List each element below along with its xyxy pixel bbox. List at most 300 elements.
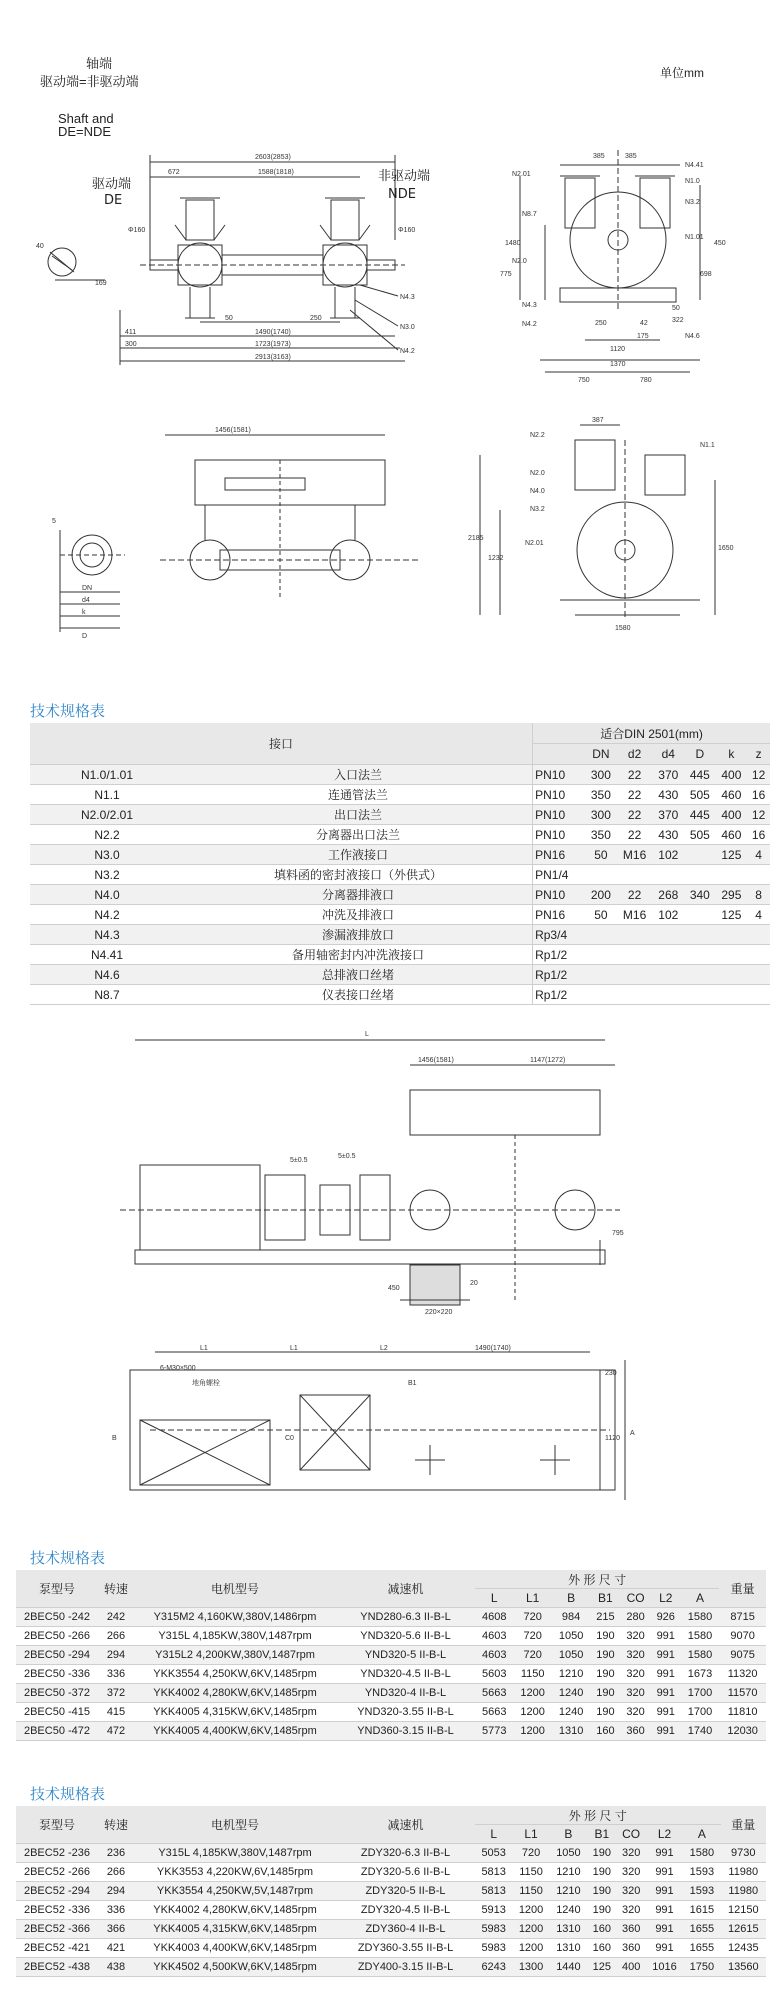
dim-value: 720: [513, 1627, 551, 1646]
dim-value: 190: [587, 1863, 616, 1882]
dim-698: 698: [700, 271, 712, 278]
pump-speed: 294: [98, 1646, 134, 1665]
dim-value: 1300: [512, 1958, 549, 1977]
dim-value: 445: [684, 765, 716, 785]
reducer-model: ZDY320-5 II-B-L: [336, 1882, 475, 1901]
dim-L1a: L1: [200, 1345, 208, 1352]
weight-value: 9730: [721, 1844, 766, 1863]
dim-169: 169: [95, 280, 107, 287]
table-row: [16, 1901, 766, 1920]
pump-model: 2BEC52 -294: [16, 1882, 98, 1901]
spec3-h-dims: 外 形 尺 寸: [475, 1806, 721, 1825]
dim-1232: 1232: [488, 555, 504, 562]
port-code: N2.2: [30, 825, 184, 845]
table-row: [30, 825, 770, 845]
weight-value: 11810: [719, 1703, 766, 1722]
dim-value: [617, 985, 653, 1005]
label-n11: N1.1: [700, 442, 715, 449]
dim-5a: 5±0.5: [290, 1157, 308, 1164]
dim-value: 1655: [683, 1939, 720, 1958]
port-code: N2.0/2.01: [30, 805, 184, 825]
table-row: [16, 1863, 766, 1882]
dim-value: 400: [616, 1958, 645, 1977]
dim-175: 175: [637, 333, 649, 340]
dim-value: 991: [646, 1844, 683, 1863]
reducer-model: ZDY360-4 II-B-L: [336, 1920, 475, 1939]
dim-value: [716, 985, 748, 1005]
dim-value: 190: [587, 1901, 616, 1920]
spec2-h-reducer: 减速机: [336, 1570, 475, 1608]
dim-value: 720: [513, 1608, 551, 1627]
weight-value: 12615: [721, 1920, 766, 1939]
reducer-model: ZDY320-5.6 II-B-L: [336, 1863, 475, 1882]
port-code: N8.7: [30, 985, 184, 1005]
dim-value: 190: [590, 1627, 620, 1646]
spec2-title: 技术规格表: [30, 1550, 106, 1567]
dim-value: [617, 865, 653, 885]
table-row: [16, 1684, 766, 1703]
dim-1147: 1147(1272): [530, 1057, 566, 1064]
dim-value: 1240: [552, 1684, 590, 1703]
label-n42: N4.2: [522, 321, 537, 328]
pump-model: 2BEC52 -421: [16, 1939, 98, 1958]
dim-220: 220×220: [425, 1309, 453, 1316]
table-row: [30, 805, 770, 825]
dim-value: 1150: [512, 1882, 549, 1901]
dim-value: 22: [617, 785, 653, 805]
dim-value: 4603: [475, 1646, 513, 1665]
dim-value: 1593: [683, 1863, 720, 1882]
label-D: D: [82, 633, 88, 640]
reducer-model: ZDY400-3.15 II-B-L: [336, 1958, 475, 1977]
dim-value: [617, 965, 653, 985]
pump-model: 2BEC52 -336: [16, 1901, 98, 1920]
spec1-sub-k: k: [716, 744, 748, 765]
dim-value: [747, 945, 770, 965]
port-description: 连通管法兰: [184, 785, 533, 805]
dim-value: 4: [747, 845, 770, 865]
motor-model: YKK4502 4,500KW,6KV,1485rpm: [134, 1958, 336, 1977]
dim-L: L: [365, 1031, 369, 1038]
port-description: 冲洗及排液口: [184, 905, 533, 925]
spec1-sub-dn: DN: [585, 744, 617, 765]
dim-value: 215: [590, 1608, 620, 1627]
weight-value: 8715: [719, 1608, 766, 1627]
dim-value: 360: [616, 1939, 645, 1958]
dim-value: [585, 865, 617, 885]
dim-795: 795: [612, 1230, 624, 1237]
dim-value: 1050: [550, 1844, 587, 1863]
table-row: [30, 965, 770, 985]
table-row: [16, 1958, 766, 1977]
dim-L2: L2: [380, 1345, 388, 1352]
spec2-h-model: 泵型号: [16, 1570, 98, 1608]
spec1-sub-z: z: [747, 744, 770, 765]
table-row: [16, 1882, 766, 1901]
port-description: 工作液接口: [184, 845, 533, 865]
dim-value: 340: [684, 885, 716, 905]
dim-A: A: [630, 1430, 635, 1437]
port-description: 分离器出口法兰: [184, 825, 533, 845]
motor-model: Y315L 4,185KW,380V,1487rpm: [134, 1627, 336, 1646]
pump-model: 2BEC52 -366: [16, 1920, 98, 1939]
dim-value: [747, 985, 770, 1005]
dim-value: [716, 945, 748, 965]
dim-value: 1440: [550, 1958, 587, 1977]
port-description: 填料函的密封液接口（外供式）: [184, 865, 533, 885]
port-description: 总排液口丝堵: [184, 965, 533, 985]
spec2-table: [16, 1570, 766, 1741]
pressure-rating: PN10: [533, 805, 586, 825]
pressure-rating: PN16: [533, 905, 586, 925]
label-n46: N4.6: [685, 333, 700, 340]
dim-value: [617, 925, 653, 945]
dim-value: 5813: [475, 1863, 512, 1882]
dim-300: 300: [125, 341, 137, 348]
dim-value: 320: [620, 1646, 650, 1665]
dim-672: 672: [168, 169, 180, 176]
pump-speed: 266: [98, 1863, 134, 1882]
label-n87: N8.7: [522, 211, 537, 218]
dim-value: 445: [684, 805, 716, 825]
label-n43: N4.3: [522, 302, 537, 309]
pressure-rating: PN16: [533, 845, 586, 865]
dim-value: 1655: [683, 1920, 720, 1939]
dim-value: 1740: [681, 1722, 719, 1741]
dim-subheader: L2: [646, 1825, 683, 1844]
dim-value: 190: [590, 1646, 620, 1665]
dim-160b: Φ160: [398, 227, 416, 234]
dim-value: 1200: [512, 1901, 549, 1920]
label-n201: N2.01: [512, 171, 531, 178]
dim-value: 350: [585, 825, 617, 845]
pump-speed: 336: [98, 1665, 134, 1684]
weight-value: 12150: [721, 1901, 766, 1920]
dim-value: [684, 865, 716, 885]
table-row: [16, 1627, 766, 1646]
dim-value: 5813: [475, 1882, 512, 1901]
dim-750: 750: [578, 377, 590, 384]
pump-speed: 336: [98, 1901, 134, 1920]
port-code: N3.2: [30, 865, 184, 885]
dim-value: 190: [590, 1665, 620, 1684]
dim-42: 42: [640, 320, 648, 327]
label-n20: N2.0: [512, 258, 527, 265]
dim-value: 1210: [550, 1863, 587, 1882]
spec1-table: [30, 723, 770, 1005]
dim-value: [585, 985, 617, 1005]
pump-speed: 236: [98, 1844, 134, 1863]
dim-775: 775: [500, 271, 512, 278]
table-row: [30, 905, 770, 925]
dim-value: 991: [651, 1646, 681, 1665]
label-n32: N3.2: [530, 506, 545, 513]
table-row: [30, 945, 770, 965]
dim-value: 160: [587, 1939, 616, 1958]
drive-end-label: 驱动端: [92, 177, 132, 192]
spec3-h-motor: 电机型号: [134, 1806, 336, 1844]
dim-value: 991: [646, 1882, 683, 1901]
weight-value: 13560: [721, 1958, 766, 1977]
dim-1650: 1650: [718, 545, 734, 552]
weight-value: 11980: [721, 1863, 766, 1882]
dim-value: [684, 965, 716, 985]
dim-value: 190: [587, 1882, 616, 1901]
dim-50: 50: [225, 315, 233, 322]
dim-160a: Φ160: [128, 227, 146, 234]
dim-50: 50: [672, 305, 680, 312]
dim-value: [585, 945, 617, 965]
spec2-h-dims: 外 形 尺 寸: [475, 1570, 719, 1589]
spec1-sub-d4: d4: [653, 744, 685, 765]
label-n40: N4.0: [530, 488, 545, 495]
reducer-model: ZDY320-6.3 II-B-L: [336, 1844, 475, 1863]
dim-value: 160: [590, 1722, 620, 1741]
dim-subheader: L1: [512, 1825, 549, 1844]
pump-model: 2BEC50 -294: [16, 1646, 98, 1665]
dim-value: 125: [716, 905, 748, 925]
dim-value: M16: [617, 905, 653, 925]
dim-1370: 1370: [610, 361, 626, 368]
dim-1456: 1456(1581): [215, 427, 251, 434]
dim-value: [747, 865, 770, 885]
reducer-model: YND320-4.5 II-B-L: [336, 1665, 475, 1684]
dim-value: 720: [512, 1844, 549, 1863]
port-description: 仪表接口丝堵: [184, 985, 533, 1005]
weight-value: 11320: [719, 1665, 766, 1684]
dim-value: [684, 905, 716, 925]
label-n32: N3.2: [685, 199, 700, 206]
spec1-header-din: 适合DIN 2501(mm): [533, 723, 770, 744]
dim-value: 1615: [683, 1901, 720, 1920]
dim-subheader: B1: [587, 1825, 616, 1844]
port-code: N4.3: [30, 925, 184, 945]
motor-model: Y315L 4,185KW,380V,1487rpm: [134, 1844, 336, 1863]
weight-value: 11570: [719, 1684, 766, 1703]
dim-value: 991: [651, 1703, 681, 1722]
non-drive-end-label: 非驱动端: [378, 169, 431, 184]
dim-1120: 1120: [610, 346, 626, 353]
pump-speed: 372: [98, 1684, 134, 1703]
dim-subheader: L1: [513, 1589, 551, 1608]
dim-value: 320: [620, 1665, 650, 1684]
table-row: [16, 1722, 766, 1741]
port-code: N4.41: [30, 945, 184, 965]
pressure-rating: Rp3/4: [533, 925, 586, 945]
label-k: k: [82, 609, 86, 616]
dim-2185: 2185: [468, 535, 484, 542]
label-n22: N2.2: [530, 432, 545, 439]
dim-value: 190: [590, 1684, 620, 1703]
motor-model: YKK4005 4,315KW,6KV,1485rpm: [134, 1703, 336, 1722]
dim-subheader: A: [683, 1825, 720, 1844]
dim-value: 991: [651, 1722, 681, 1741]
dim-value: 505: [684, 785, 716, 805]
port-description: 渗漏液排放口: [184, 925, 533, 945]
dim-value: 991: [646, 1863, 683, 1882]
dim-322: 322: [672, 317, 684, 324]
dim-value: 1580: [681, 1608, 719, 1627]
dim-value: 22: [617, 765, 653, 785]
dim-value: 430: [653, 785, 685, 805]
motor-model: YKK3554 4,250KW,6KV,1485rpm: [134, 1665, 336, 1684]
reducer-model: YND320-4 II-B-L: [336, 1684, 475, 1703]
dim-value: 5663: [475, 1684, 513, 1703]
pump-speed: 242: [98, 1608, 134, 1627]
table-row: [16, 1939, 766, 1958]
spec2-h-weight: 重量: [719, 1570, 766, 1608]
dim-5: 5: [52, 518, 56, 525]
pump-speed: 421: [98, 1939, 134, 1958]
dim-value: 320: [620, 1703, 650, 1722]
pump-speed: 266: [98, 1627, 134, 1646]
port-description: 备用轴密封内冲洗液接口: [184, 945, 533, 965]
dim-value: 1700: [681, 1703, 719, 1722]
pump-model: 2BEC50 -336: [16, 1665, 98, 1684]
dim-1456: 1456(1581): [418, 1057, 454, 1064]
dim-value: 320: [616, 1882, 645, 1901]
dim-value: 1210: [550, 1882, 587, 1901]
reducer-model: YND320-3.55 II-B-L: [336, 1703, 475, 1722]
dim-value: [684, 945, 716, 965]
dim-value: 12: [747, 765, 770, 785]
dim-value: 8: [747, 885, 770, 905]
pump-model: 2BEC52 -266: [16, 1863, 98, 1882]
dim-450: 450: [714, 240, 726, 247]
pump-speed: 438: [98, 1958, 134, 1977]
pump-model: 2BEC50 -372: [16, 1684, 98, 1703]
dim-value: 1150: [512, 1863, 549, 1882]
spec3-h-weight: 重量: [721, 1806, 766, 1844]
dim-value: 16: [747, 785, 770, 805]
dim-value: 50: [585, 905, 617, 925]
dim-value: 991: [646, 1920, 683, 1939]
label-grout: 地角螺栓: [192, 1380, 220, 1387]
pump-speed: 294: [98, 1882, 134, 1901]
dim-value: 991: [651, 1627, 681, 1646]
label-n101: N1.01: [685, 234, 704, 241]
dim-value: [653, 965, 685, 985]
dim-385b: 385: [625, 153, 637, 160]
port-description: 出口法兰: [184, 805, 533, 825]
dim-value: 991: [651, 1684, 681, 1703]
drive-equals-label: 驱动端=非驱动端: [40, 74, 139, 89]
dim-value: 926: [651, 1608, 681, 1627]
dim-1588: 1588(1818): [258, 169, 294, 176]
reducer-model: ZDY360-3.55 II-B-L: [336, 1939, 475, 1958]
table-row: [16, 1920, 766, 1939]
dim-value: 22: [617, 825, 653, 845]
dim-value: 1240: [552, 1703, 590, 1722]
table-row: [30, 885, 770, 905]
dim-value: 320: [616, 1863, 645, 1882]
pump-model: 2BEC52 -236: [16, 1844, 98, 1863]
dim-value: 1580: [681, 1627, 719, 1646]
motor-model: YKK4002 4,280KW,6KV,1485rpm: [134, 1684, 336, 1703]
dim-value: 6243: [475, 1958, 512, 1977]
dim-value: 1310: [550, 1939, 587, 1958]
dim-value: 160: [587, 1920, 616, 1939]
dim-value: [684, 985, 716, 1005]
motor-model: YKK4003 4,400KW,6KV,1485rpm: [134, 1939, 336, 1958]
motor-model: Y315M2 4,160KW,380V,1486rpm: [134, 1608, 336, 1627]
dim-value: 125: [716, 845, 748, 865]
dim-value: 5773: [475, 1722, 513, 1741]
dim-subheader: B: [550, 1825, 587, 1844]
dim-B1: B1: [408, 1380, 417, 1387]
label-d4: d4: [82, 597, 90, 604]
label-bolt: 6-M30×500: [160, 1365, 196, 1372]
dim-subheader: CO: [620, 1589, 650, 1608]
dim-value: 1593: [683, 1882, 720, 1901]
dim-value: 200: [585, 885, 617, 905]
weight-value: 12030: [719, 1722, 766, 1741]
motor-model: YKK3553 4,220KW,6V,1485rpm: [134, 1863, 336, 1882]
dim-1480: 1480: [505, 240, 521, 247]
pump-speed: 366: [98, 1920, 134, 1939]
dim-subheader: B1: [590, 1589, 620, 1608]
dim-value: 1580: [681, 1646, 719, 1665]
table-row: [16, 1665, 766, 1684]
pressure-rating: PN10: [533, 885, 586, 905]
dim-value: [747, 925, 770, 945]
dim-value: 268: [653, 885, 685, 905]
dim-subheader: L: [475, 1589, 513, 1608]
dim-value: 280: [620, 1608, 650, 1627]
dim-value: 1200: [512, 1920, 549, 1939]
dim-value: [617, 945, 653, 965]
spec3-table: [16, 1806, 766, 1977]
dim-value: [747, 965, 770, 985]
weight-value: 9070: [719, 1627, 766, 1646]
dim-value: [653, 945, 685, 965]
de-label: DE: [104, 193, 123, 208]
dim-subheader: L2: [651, 1589, 681, 1608]
dim-value: 1200: [513, 1703, 551, 1722]
dim-value: 320: [620, 1627, 650, 1646]
dim-1723: 1723(1973): [255, 341, 291, 348]
unit-label: 单位mm: [660, 66, 704, 80]
label-n30: N3.0: [400, 324, 415, 331]
dim-value: 22: [617, 885, 653, 905]
weight-value: 9075: [719, 1646, 766, 1665]
table-row: [30, 865, 770, 885]
dim-value: 370: [653, 765, 685, 785]
dim-subheader: B: [552, 1589, 590, 1608]
dim-value: 1150: [513, 1665, 551, 1684]
dim-value: 5983: [475, 1939, 512, 1958]
dim-value: [716, 925, 748, 945]
dim-value: 5983: [475, 1920, 512, 1939]
dim-value: 1240: [550, 1901, 587, 1920]
dim-value: 430: [653, 825, 685, 845]
dim-230: 230: [605, 1370, 617, 1377]
pressure-rating: PN10: [533, 785, 586, 805]
dim-value: 190: [590, 1703, 620, 1722]
nde-label: NDE: [388, 187, 416, 202]
spec3-title: 技术规格表: [30, 1786, 106, 1803]
spec3-h-model: 泵型号: [16, 1806, 98, 1844]
pressure-rating: Rp1/2: [533, 965, 586, 985]
de-nde-label: DE=NDE: [58, 124, 112, 139]
dim-2603: 2603(2853): [255, 154, 291, 161]
dim-value: 50: [585, 845, 617, 865]
dim-value: 505: [684, 825, 716, 845]
label-n10: N1.0: [685, 178, 700, 185]
table-row: [16, 1646, 766, 1665]
dim-40: 40: [36, 243, 44, 250]
spec2-h-motor: 电机型号: [134, 1570, 336, 1608]
